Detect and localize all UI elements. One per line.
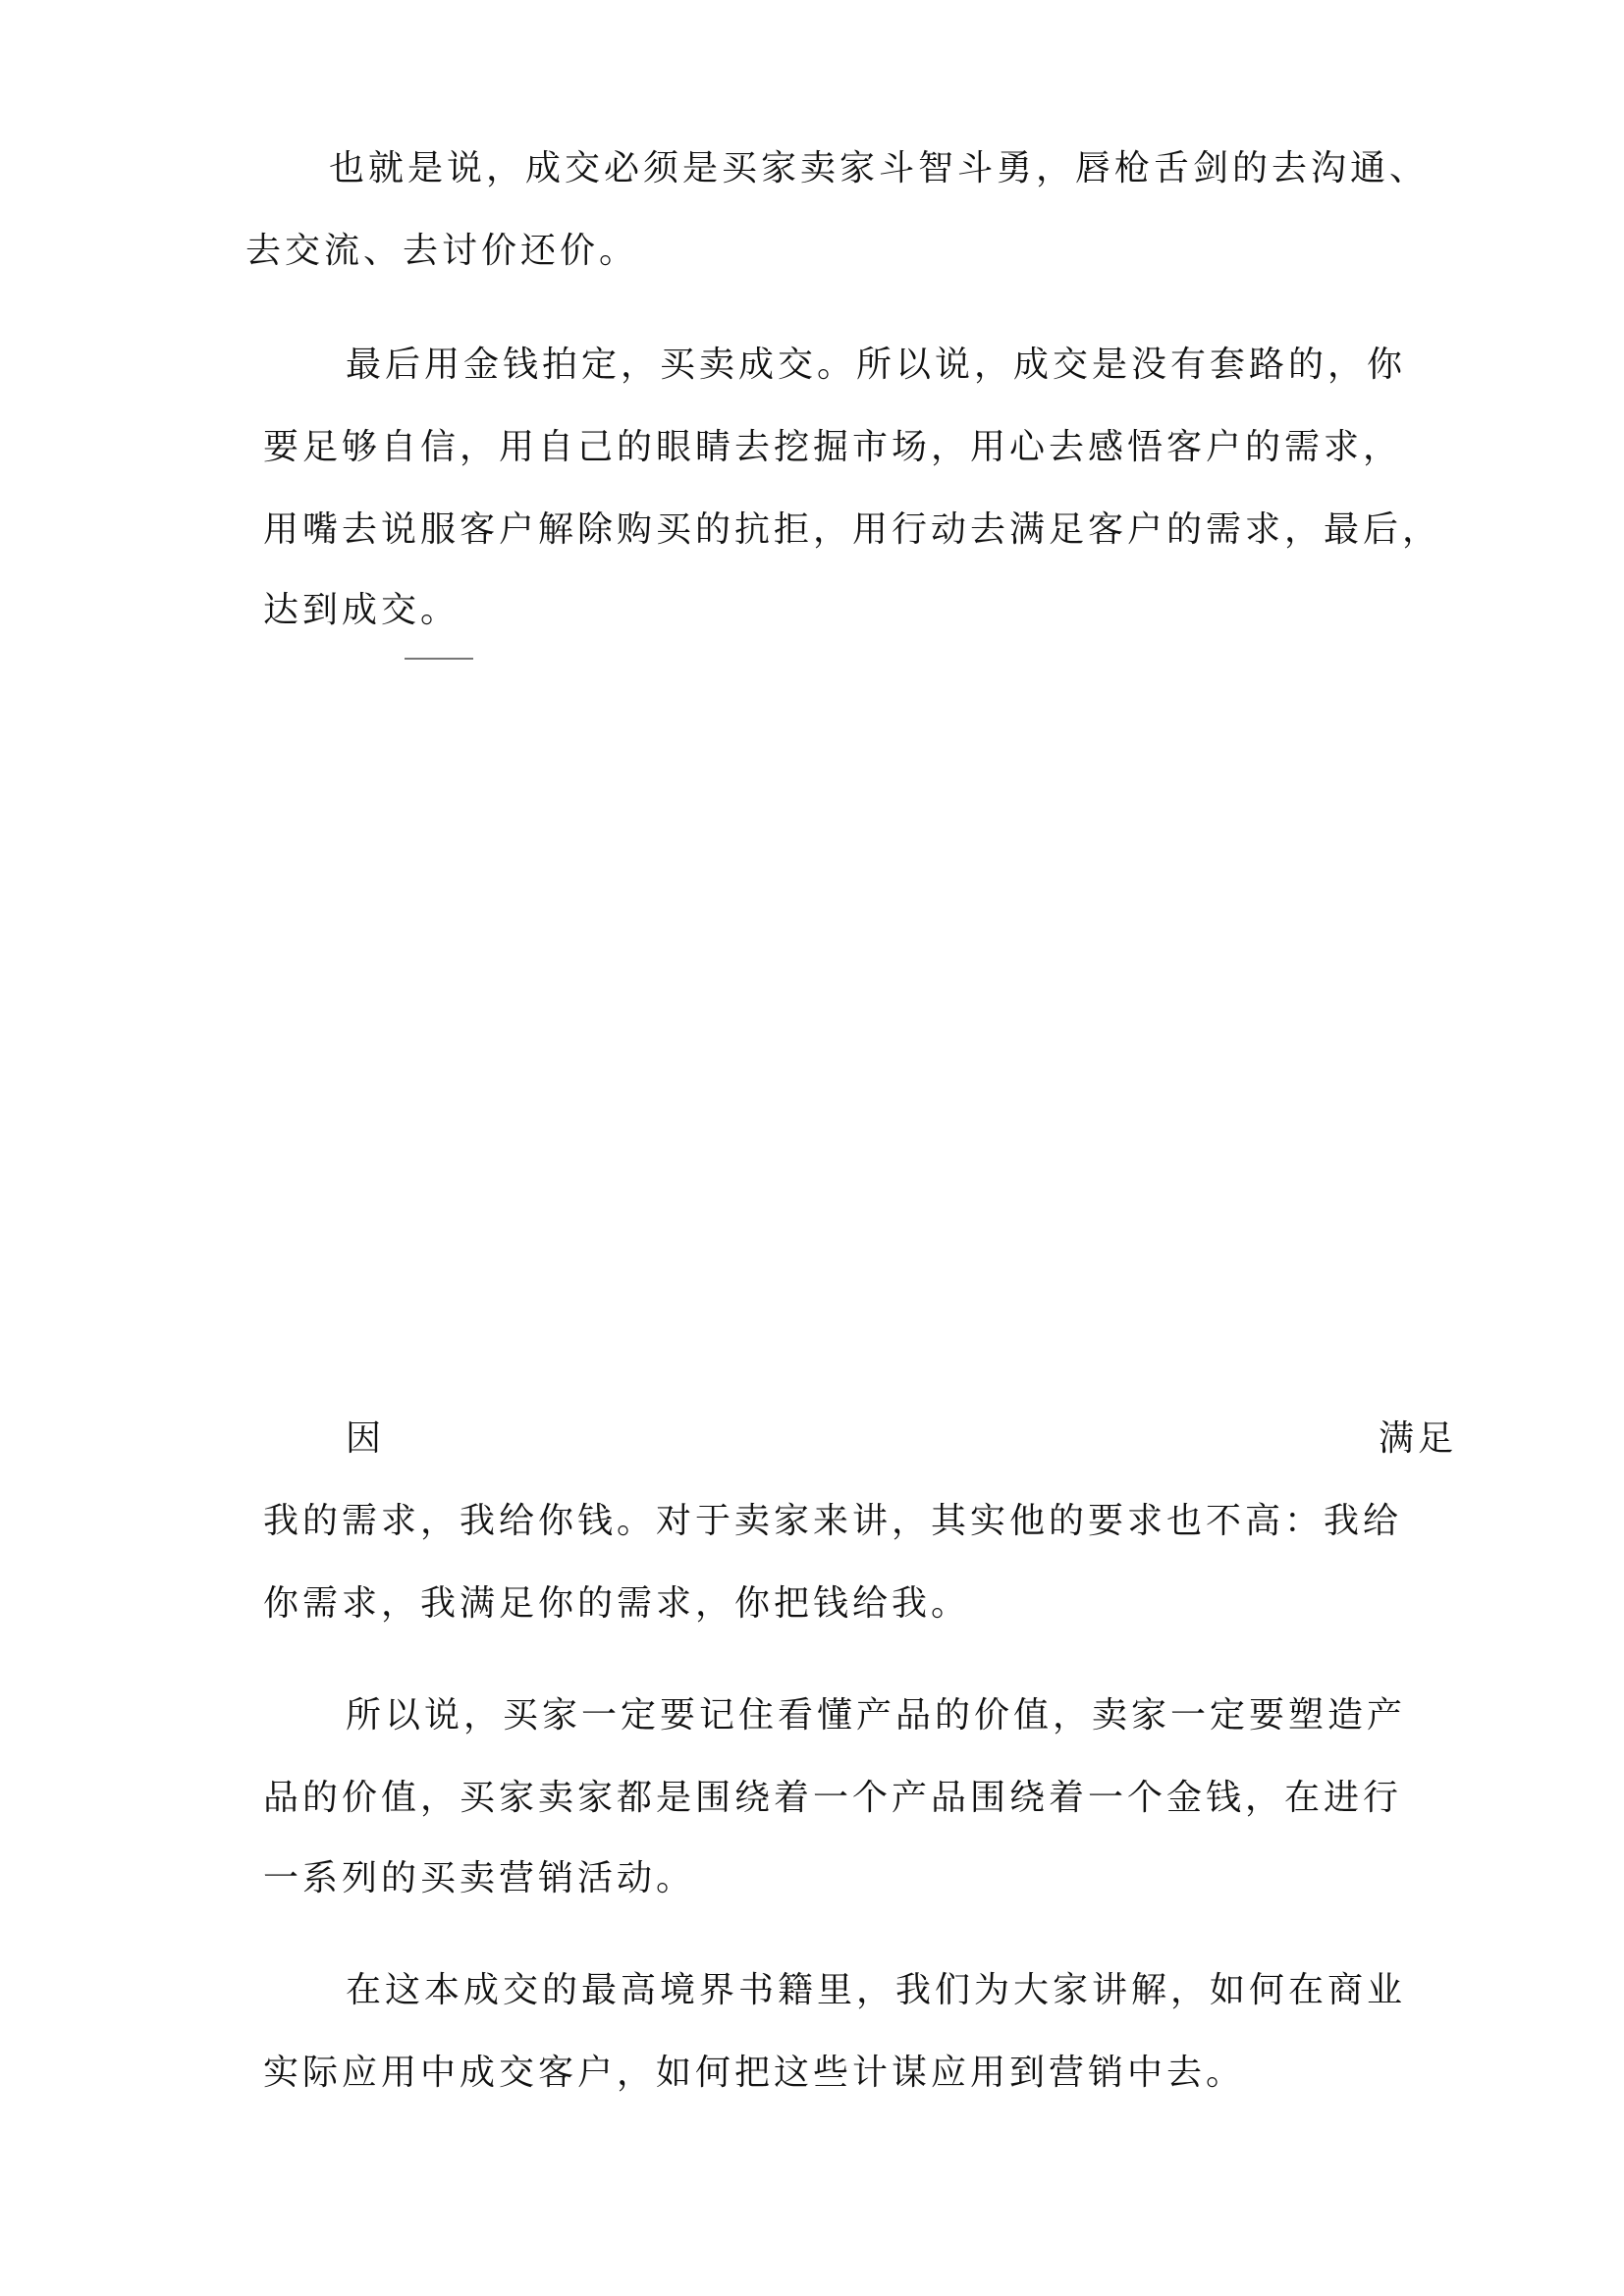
paragraph-2-line-4: 达到成交。 (263, 590, 460, 630)
paragraph-1-line-2: 去交流、去讨价还价。 (245, 231, 639, 271)
paragraph-2-line-1: 最后用金钱拍定，买卖成交。所以说，成交是没有套路的，你 (346, 345, 1407, 385)
paragraph-3-start: 因 (346, 1418, 386, 1459)
paragraph-4-line-3: 一系列的买卖营销活动。 (263, 1858, 696, 1898)
paragraph-1-line-1: 也就是说，成交必须是买家卖家斗智斗勇，唇枪舌剑的去沟通、 (329, 148, 1430, 188)
paragraph-3-end-fragment: 满足 (1379, 1418, 1458, 1459)
paragraph-4-line-1: 所以说，买家一定要记住看懂产品的价值，卖家一定要塑造产 (346, 1695, 1407, 1735)
paragraph-5-line-1: 在这本成交的最高境界书籍里，我们为大家讲解，如何在商业 (346, 1970, 1407, 2010)
paragraph-3-line-2: 我的需求，我给你钱。对于卖家来讲，其实他的要求也不高：我给 (263, 1501, 1403, 1541)
paragraph-4-line-2: 品的价值，买家卖家都是围绕着一个产品围绕着一个金钱，在进行 (263, 1778, 1403, 1818)
divider-rule (405, 658, 473, 660)
paragraph-2-line-2: 要足够自信，用自己的眼睛去挖掘市场，用心去感悟客户的需求， (263, 427, 1403, 467)
paragraph-2-line-3: 用嘴去说服客户解除购买的抗拒，用行动去满足客户的需求，最后， (263, 509, 1442, 550)
paragraph-3-line-3: 你需求，我满足你的需求，你把钱给我。 (263, 1583, 971, 1624)
paragraph-5-line-2: 实际应用中成交客户，如何把这些计谋应用到营销中去。 (263, 2053, 1246, 2093)
